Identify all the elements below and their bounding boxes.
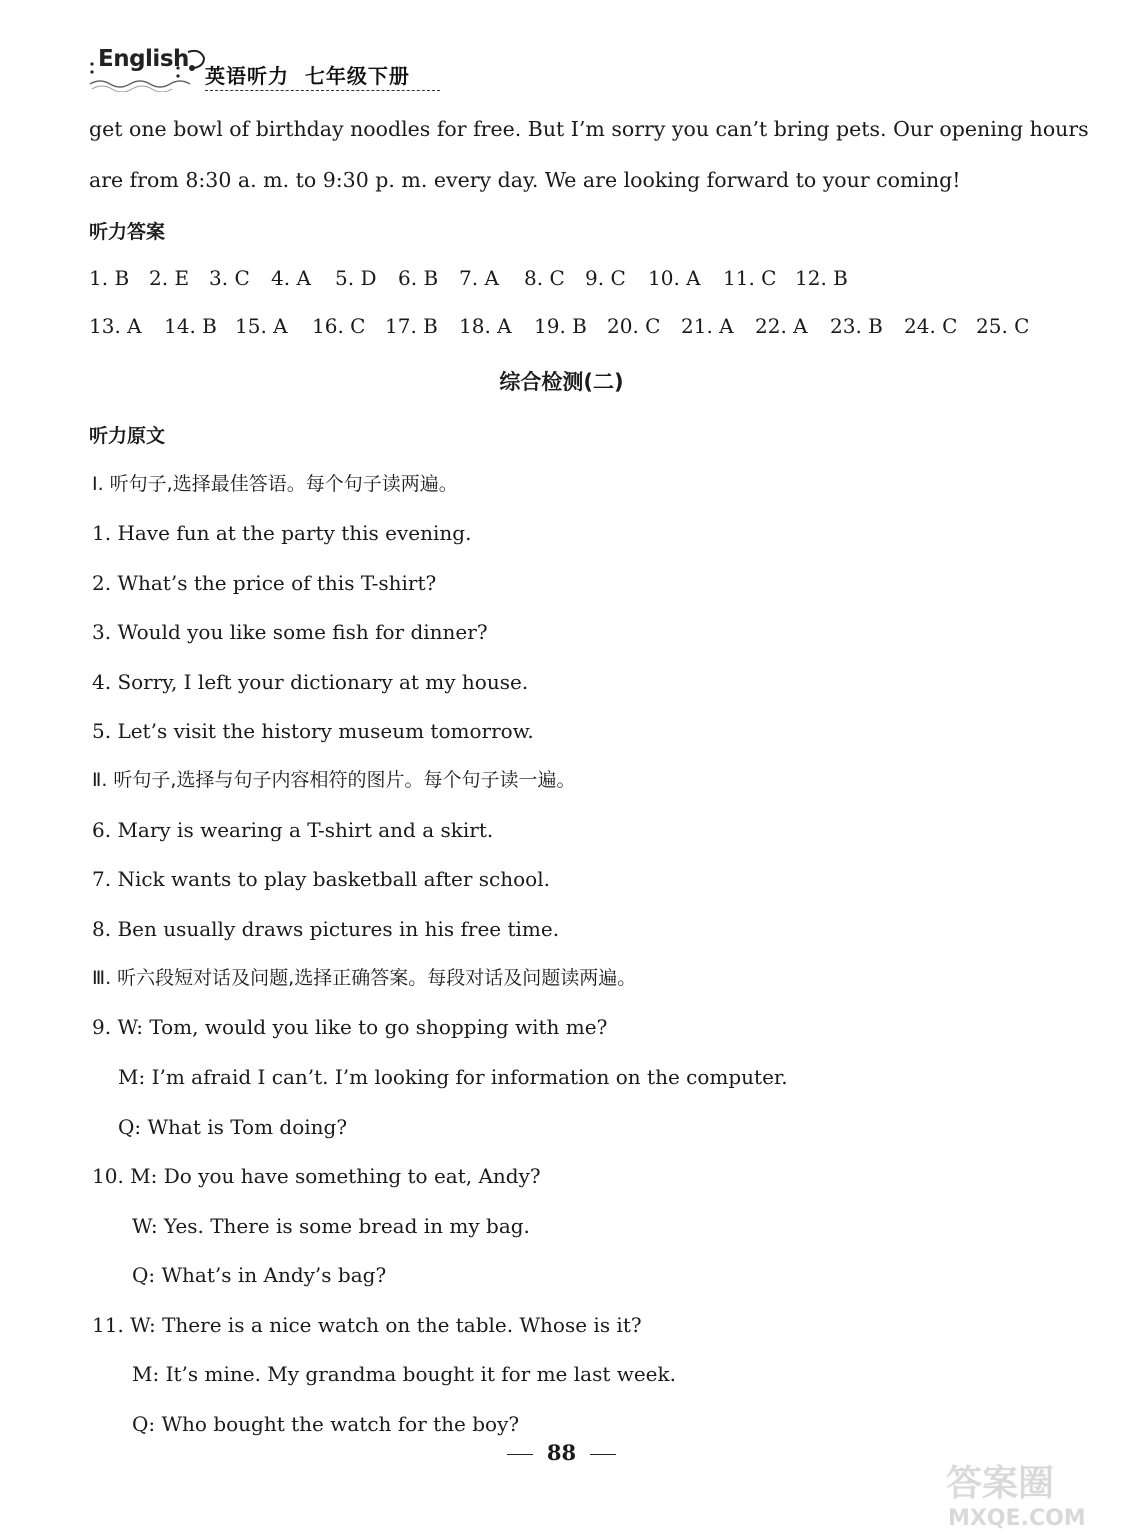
answer: 23. B: [830, 314, 883, 338]
answer: 5. D: [335, 266, 377, 290]
answer: 16. C: [312, 314, 366, 338]
answer: 4. A: [271, 266, 311, 290]
question-5: 5. Let’s visit the history museum tomorrow.: [92, 719, 534, 743]
answers-row-2: [89, 314, 1049, 344]
question-10-man: 10. M: Do you have something to eat, Andy?: [92, 1164, 541, 1188]
answer: 17. B: [385, 314, 438, 338]
header-rule: [205, 90, 440, 91]
question-11-man: M: It’s mine. My grandma bought it for me last week.: [132, 1362, 676, 1386]
question-3: 3. Would you like some fish for dinner?: [92, 620, 488, 644]
answer: 22. A: [755, 314, 808, 338]
page-number-dash: [507, 1454, 533, 1455]
answer: 14. B: [164, 314, 217, 338]
watermark-top-text: 答案圈: [946, 1463, 1055, 1504]
answer: 24. C: [904, 314, 958, 338]
question-9-man: M: I’m afraid I can’t. I’m looking for information on the computer.: [118, 1065, 788, 1089]
question-10-woman: W: Yes. There is some bread in my bag.: [132, 1214, 530, 1238]
section-title: 综合检测(二): [499, 370, 624, 394]
question-1: 1. Have fun at the party this evening.: [92, 521, 472, 545]
watermark-bottom-text: MXQE.COM: [948, 1506, 1086, 1530]
question-9-woman: 9. W: Tom, would you like to go shopping with me?: [92, 1015, 608, 1039]
question-6: 6. Mary is wearing a T-shirt and a skirt.: [92, 818, 494, 842]
question-8: 8. Ben usually draws pictures in his free time.: [92, 917, 560, 941]
answer: 21. A: [681, 314, 734, 338]
part-2-instruction: Ⅱ. 听句子,选择与句子内容相符的图片。每个句子读一遍。: [92, 769, 576, 791]
answer: 3. C: [209, 266, 250, 290]
answer: 25. C: [976, 314, 1030, 338]
watermark-logo: [940, 1455, 1115, 1530]
book-title: 英语听力 七年级下册: [205, 64, 410, 88]
logo-text: English: [98, 46, 189, 72]
answers-row-1: [89, 266, 989, 296]
answer: 20. C: [607, 314, 661, 338]
question-11-question: Q: Who bought the watch for the boy?: [132, 1412, 520, 1436]
question-9-question: Q: What is Tom doing?: [118, 1115, 348, 1139]
page-header: [88, 40, 440, 96]
question-4: 4. Sorry, I left your dictionary at my house.: [92, 670, 529, 694]
answer: 13. A: [89, 314, 142, 338]
intro-line-1: get one bowl of birthday noodles for free. But I’m sorry you can’t bring pets. Our opening hours: [89, 117, 1089, 141]
part-3-instruction: Ⅲ. 听六段短对话及问题,选择正确答案。每段对话及问题读两遍。: [92, 967, 637, 989]
answer: 2. E: [149, 266, 190, 290]
intro-line-2: are from 8:30 a. m. to 9:30 p. m. every day. We are looking forward to your coming!: [89, 168, 961, 192]
answer: 11. C: [723, 266, 777, 290]
answers-heading: 听力答案: [89, 221, 166, 243]
answer: 19. B: [534, 314, 587, 338]
part-1-instruction: Ⅰ. 听句子,选择最佳答语。每个句子读两遍。: [92, 473, 458, 495]
answer: 8. C: [524, 266, 565, 290]
answer: 12. B: [795, 266, 848, 290]
transcript-heading: 听力原文: [89, 425, 166, 447]
question-10-question: Q: What’s in Andy’s bag?: [132, 1263, 387, 1287]
answer: 7. A: [459, 266, 499, 290]
answer: 1. B: [89, 266, 130, 290]
question-2: 2. What’s the price of this T-shirt?: [92, 571, 437, 595]
page-number-dash: [590, 1454, 616, 1455]
answer: 6. B: [398, 266, 439, 290]
answer: 15. A: [235, 314, 288, 338]
page-number-value: 88: [546, 1440, 577, 1465]
answer: 10. A: [648, 266, 701, 290]
answer: 9. C: [585, 266, 626, 290]
question-7: 7. Nick wants to play basketball after school.: [92, 867, 550, 891]
answer: 18. A: [459, 314, 512, 338]
question-11-woman: 11. W: There is a nice watch on the table. Whose is it?: [92, 1313, 642, 1337]
